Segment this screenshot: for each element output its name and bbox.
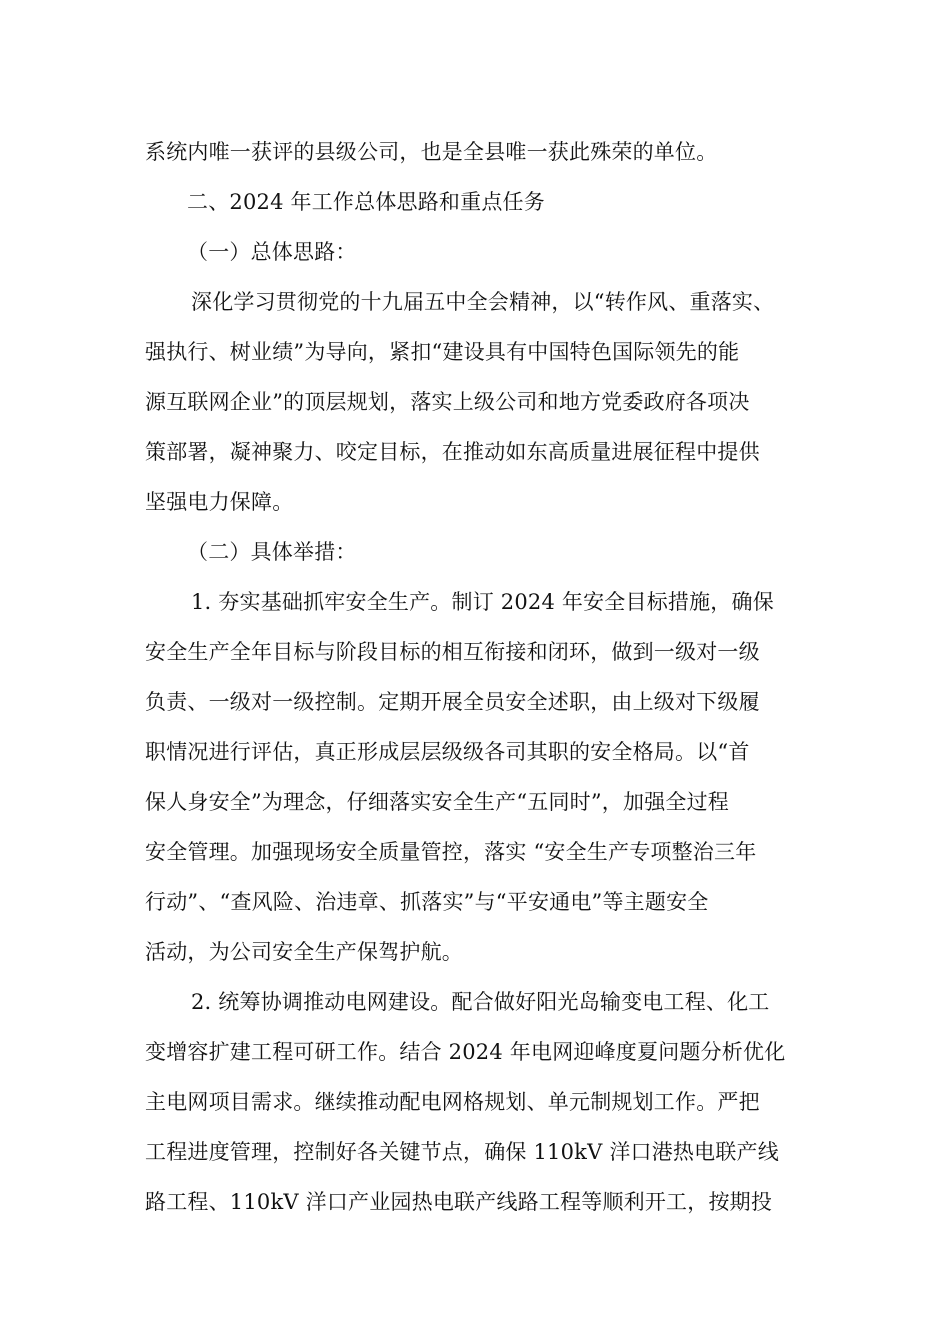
paragraph-line: 1. 夯实基础抓牢安全生产。制订 2024 年安全目标措施，确保: [191, 590, 774, 614]
paragraph-line: 职情况进行评估，真正形成层层级级各司其职的安全格局。以“首: [145, 740, 750, 764]
paragraph-line: 主电网项目需求。继续推动配电网格规划、单元制规划工作。严把: [145, 1090, 760, 1114]
paragraph-line: 安全生产全年目标与阶段目标的相互衔接和闭环，做到一级对一级: [145, 640, 760, 664]
paragraph-line: 强执行、树业绩”为导向，紧扣“建设具有中国特色国际领先的能: [145, 340, 740, 364]
paragraph-line: 工程进度管理，控制好各关键节点，确保 110kV 洋口港热电联产线: [145, 1140, 779, 1164]
intro-line: 系统内唯一获评的县级公司，也是全县唯一获此殊荣的单位。: [145, 140, 718, 164]
paragraph-line: 负责、一级对一级控制。定期开展全员安全述职，由上级对下级履: [145, 690, 760, 714]
paragraph-line: 变增容扩建工程可研工作。结合 2024 年电网迎峰度夏问题分析优化: [145, 1040, 786, 1064]
section-heading: 二、2024 年工作总体思路和重点任务: [187, 190, 545, 214]
document-body: [145, 127, 810, 1227]
measure-item-2: [145, 977, 810, 1227]
paragraph-line: 源互联网企业”的顶层规划，落实上级公司和地方党委政府各项决: [145, 390, 750, 414]
paragraph-line: 2. 统筹协调推动电网建设。配合做好阳光岛输变电工程、化工: [191, 990, 770, 1014]
overall-paragraph: [145, 277, 810, 527]
paragraph-line: 行动”、“查风险、治违章、抓落实”与“平安通电”等主题安全: [145, 890, 709, 914]
measure-item-1: [145, 577, 810, 977]
paragraph-line: 策部署，凝神聚力、咬定目标，在推动如东高质量进展征程中提供: [145, 440, 760, 464]
sub-heading-measures: （二）具体举措：: [187, 540, 357, 564]
paragraph-line: 活动，为公司安全生产保驾护航。: [145, 940, 463, 964]
paragraph-line: 安全管理。加强现场安全质量管控，落实 “安全生产专项整治三年: [145, 840, 757, 864]
paragraph-line: 坚强电力保障。: [145, 490, 294, 514]
paragraph-line: 保人身安全”为理念，仔细落实安全生产“五同时”，加强全过程: [145, 790, 730, 814]
paragraph-line: 路工程、110kV 洋口产业园热电联产线路工程等顺利开工，按期投: [145, 1190, 773, 1214]
paragraph-line: 深化学习贯彻党的十九届五中全会精神，以“转作风、重落实、: [191, 290, 775, 314]
sub-heading-overall: （一）总体思路：: [187, 240, 357, 264]
